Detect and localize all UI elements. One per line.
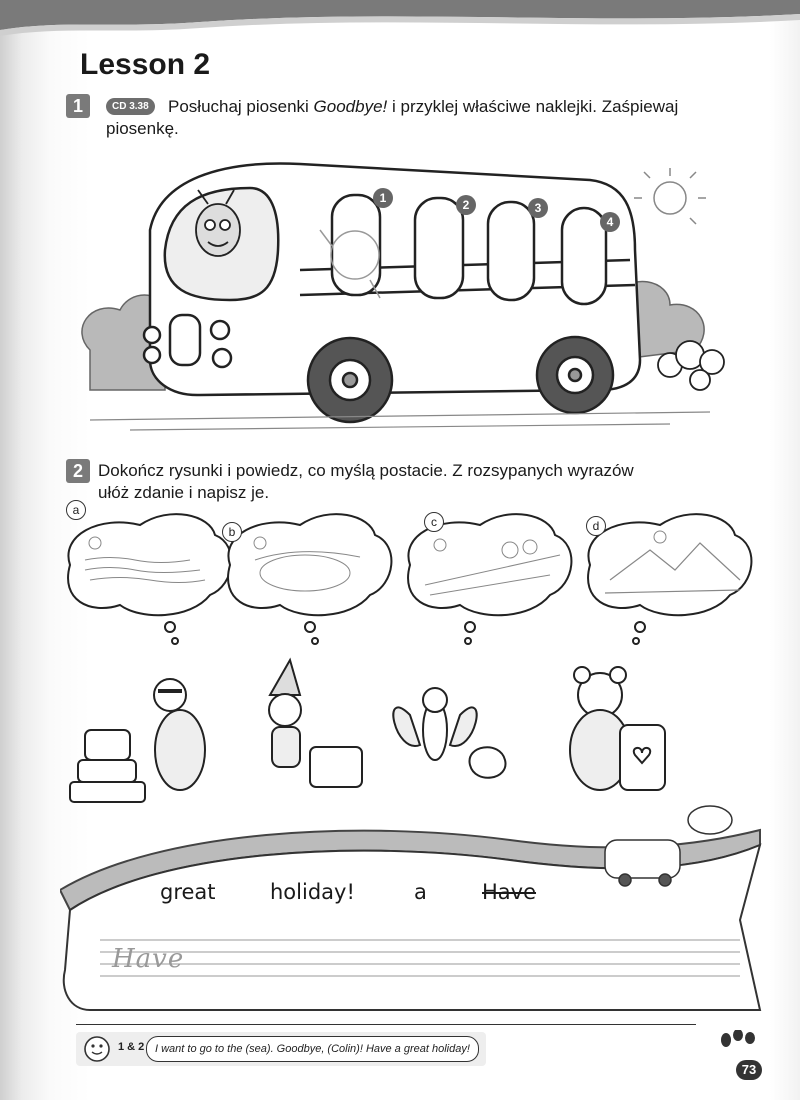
thought-bubble-d — [588, 514, 751, 615]
teddy-bear-character — [570, 667, 665, 790]
page-number: 73 — [736, 1060, 762, 1080]
scene-label-d: d — [586, 516, 606, 536]
thought-bubble-a — [68, 514, 231, 615]
ribbon-writing-area — [60, 800, 800, 1030]
thought-bubble-b — [228, 514, 391, 615]
scrambled-words — [0, 880, 800, 910]
scrambled-word: great — [160, 880, 216, 904]
cd-track-badge: CD 3.38 — [106, 98, 155, 115]
butterfly-character — [393, 688, 505, 778]
exercise-2-number: 2 — [66, 459, 90, 483]
exercise-2-instruction-line2: ułóż zdanie i napisz je. — [98, 483, 270, 502]
exercise-2-instruction: Dokończ rysunki i powiedz, co myślą postacie. Z rozsypanych wyrazów — [98, 461, 634, 480]
footer-divider — [76, 1024, 696, 1025]
page-title: Lesson 2 — [80, 48, 211, 81]
window-number: 1 — [379, 191, 387, 205]
characters-with-luggage — [60, 655, 760, 815]
smiley-face-icon — [82, 1034, 112, 1064]
instruction-text-a: Posłuchaj piosenki — [168, 97, 314, 116]
top-decorative-band — [0, 0, 800, 40]
sun-icon — [634, 168, 706, 224]
ground-lines — [90, 412, 710, 430]
thought-bubbles — [40, 505, 780, 655]
ladybird-character — [70, 679, 205, 802]
scrambled-word: holiday! — [270, 880, 355, 904]
exercise-1-instruction-line2: piosenkę. — [106, 119, 179, 138]
footer-exercise-ref: 1 & 2 — [118, 1041, 145, 1053]
window-number: 2 — [462, 198, 470, 212]
window-number: 4 — [606, 215, 614, 229]
scrambled-word-used: Have — [482, 880, 537, 904]
scene-label-a: a — [66, 500, 86, 520]
scene-label-b: b — [222, 522, 242, 542]
bus-illustration — [70, 150, 730, 440]
scrambled-word: a — [414, 880, 427, 904]
footer-audio-text: I want to go to the (sea). Goodbye, (Colin)! Have a great holiday! — [146, 1036, 479, 1062]
song-title: Goodbye! — [313, 97, 388, 116]
window-number: 3 — [534, 201, 542, 215]
answer-start-cursive: Have — [112, 944, 185, 974]
exercise-1-number: 1 — [66, 94, 90, 118]
scene-label-c: c — [424, 512, 444, 532]
instruction-text-b: i przyklej właściwe naklejki. Zaśpiewaj — [387, 97, 679, 116]
exercise-1-instruction — [168, 96, 678, 118]
elf-character — [269, 660, 362, 787]
